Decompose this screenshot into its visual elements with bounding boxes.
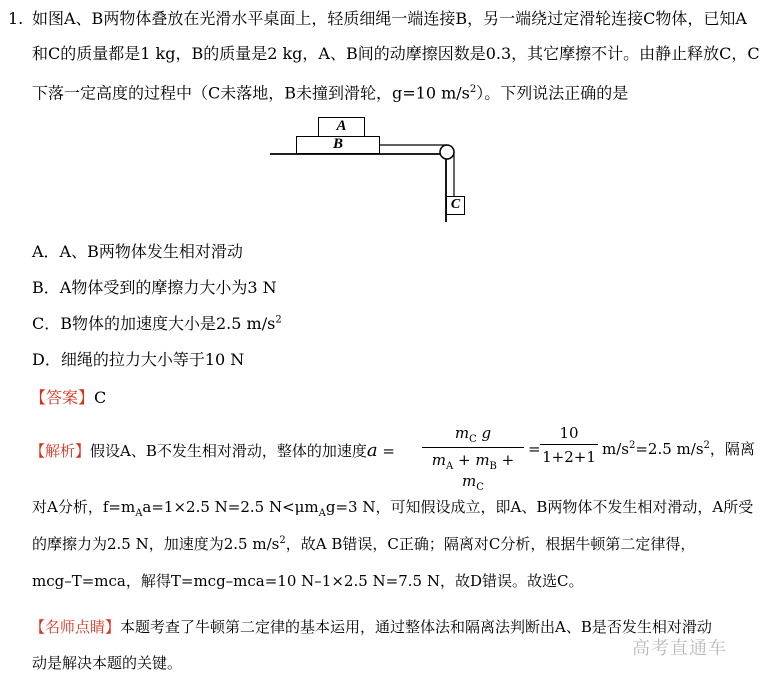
question-number: 1. (8, 9, 24, 28)
block-c: C (446, 196, 465, 215)
pulley (440, 145, 454, 159)
fraction-accel-numeric: $\frac{10}{1+2+1}$ (540, 424, 598, 466)
answer-tag: 【答案】 (30, 388, 95, 407)
question-line-2: 和C的质量都是1 kg，B的质量是2 kg，A、B间的动摩擦因数是0.3，其它摩擦不计。由静止释放C，C (32, 44, 760, 63)
analysis-line-1: 【解析】假设A、B不发生相对滑动，整体的加速度a = (30, 440, 395, 461)
analysis-line-2: 对A分析，$f=m_Aa=1\times 2.5$ N=2.5 $N<\mu m_Ag=3$ N，可知假设成立，即A、B两物体不发生相对滑动，A所受 (32, 498, 754, 519)
comment-line-1: 【名师点睛】本题考查了牛顿第二定律的基本运用，通过整体法和隔离法判断出A、B是否发生相对滑动 (30, 618, 712, 636)
analysis-tag: 【解析】 (30, 442, 91, 460)
comment-tag: 【名师点睛】 (30, 618, 121, 636)
option-c: C．B物体的加速度大小是2.5 $m/s^2$ (32, 314, 282, 333)
comment-line-2: 动是解决本题的关键。 (32, 654, 183, 672)
watermark: 高考直通车 (632, 638, 727, 659)
analysis-eq-2: = (528, 440, 541, 458)
block-a: A (318, 117, 365, 137)
analysis-line-4: mcg–T=mca，解得T=mcg–mca=10 N–1×2.5 N=7.5 N，故D错误。故选C。 (32, 572, 584, 590)
block-b: B (296, 136, 380, 154)
answer-line (30, 385, 106, 408)
option-a: A．A、B两物体发生相对滑动 (32, 242, 243, 261)
option-d: D．细绳的拉力大小等于10 N (32, 350, 245, 369)
answer-value: C (94, 388, 107, 407)
analysis-line-3: 的摩擦力为2.5 N，加速度为2.5 $m/s^2$，故A B错误，C正确；隔离对C分析，根据牛顿第二定律得， (32, 535, 696, 553)
question-line-1: 如图A、B两物体叠放在光滑水平桌面上，轻质细绳一端连接B，另一端绕过定滑轮连接C物体，已知A (32, 9, 747, 28)
question-line-3: 下落一定高度的过程中（C未落地，B未撞到滑轮，g=10 $m/s^2$）。下列说法正确的是 (32, 83, 629, 103)
option-b: B．A物体受到的摩擦力大小为3 N (32, 278, 277, 297)
analysis-result: $m/s^2=2.5$ $m/s^2$，隔离 (602, 440, 755, 458)
fraction-accel-general: $\frac{m_C g}{m_A + m_B + m_C}$ (422, 424, 524, 493)
physics-figure (268, 112, 478, 222)
